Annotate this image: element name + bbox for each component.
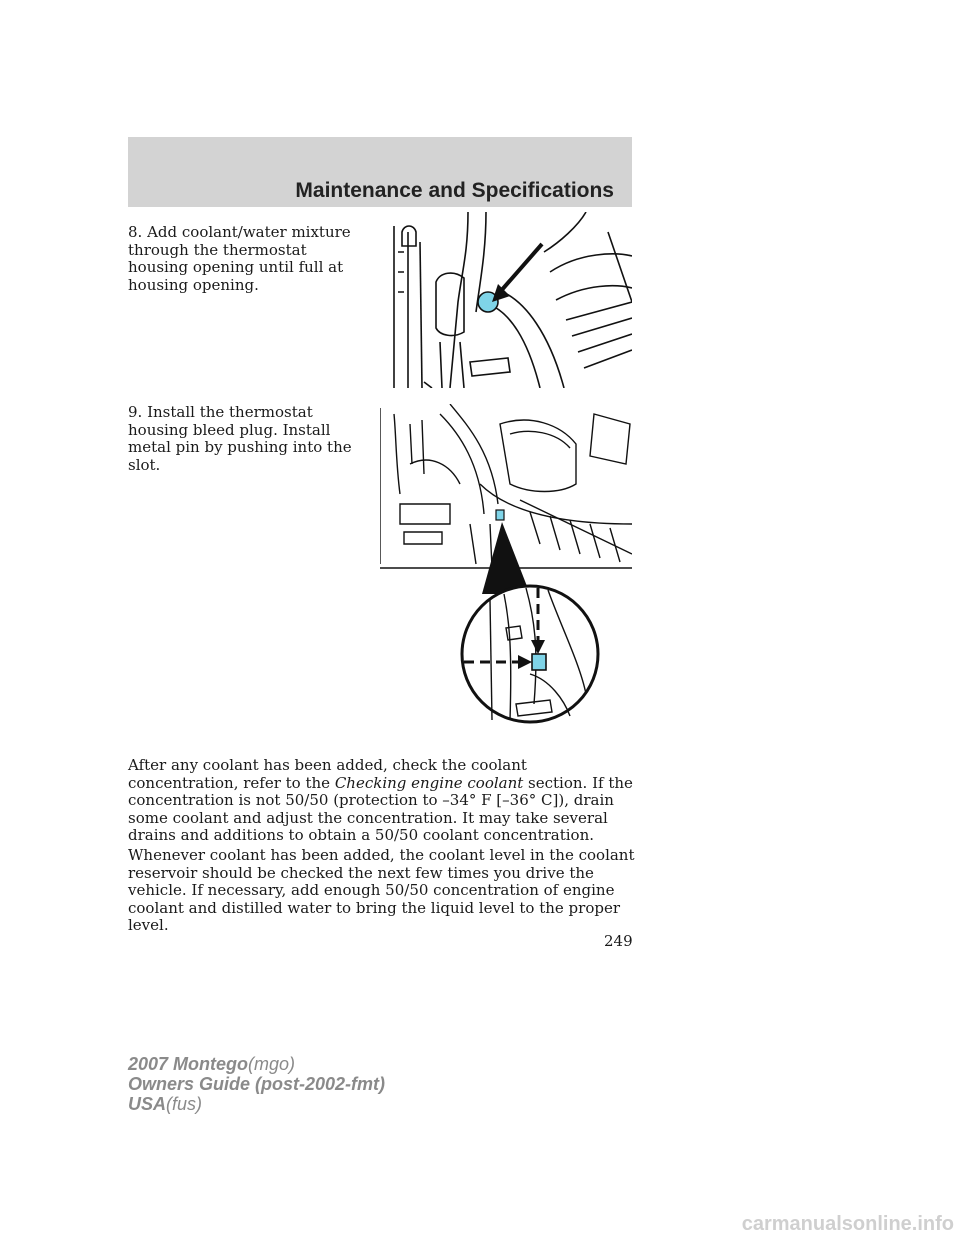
document-footer	[128, 1054, 385, 1114]
para1-rest: section. If the concentration is not 50/50 (protection to –34° F [–36° C]), drain some coolant and adjust the concentration. It may take several drains and additions to obtain a 50/50 coolant concentration.	[128, 773, 633, 844]
para1-lead: After any coolant has been added, check the coolant concentration, refer to the	[128, 756, 527, 792]
footer-market-code: (fus)	[166, 1094, 203, 1114]
section-title: Maintenance and Specifications	[295, 179, 614, 202]
thermostat-housing-illustration	[380, 212, 632, 388]
coolant-reservoir-paragraph: Whenever coolant has been added, the coolant level in the coolant reservoir should be checked the next few times you drive the vehicle. If necessary, add enough 50/50 concentration of engine coolant and distilled water to bring the liquid level to the proper level.	[128, 846, 635, 934]
checking-engine-coolant-reference: Checking engine coolant	[334, 773, 524, 792]
footer-market: USA	[128, 1094, 167, 1114]
step-8-text: 8. Add coolant/water mixture through the thermostat housing opening until full at housing opening.	[128, 223, 351, 294]
page-number: 249	[604, 932, 633, 950]
coolant-concentration-paragraph	[128, 757, 638, 845]
section-header-band	[128, 137, 632, 207]
footer-guide: Owners Guide (post-2002-fmt)	[128, 1074, 386, 1094]
footer-model: 2007 Montego	[128, 1054, 249, 1074]
watermark: carmanualsonline.info	[741, 1213, 954, 1235]
bleed-plug-illustration	[380, 404, 632, 724]
step-9-text: 9. Install the thermostat housing bleed plug. Install metal pin by pushing into the slot.	[128, 403, 352, 474]
footer-model-code: (mgo)	[248, 1054, 296, 1074]
